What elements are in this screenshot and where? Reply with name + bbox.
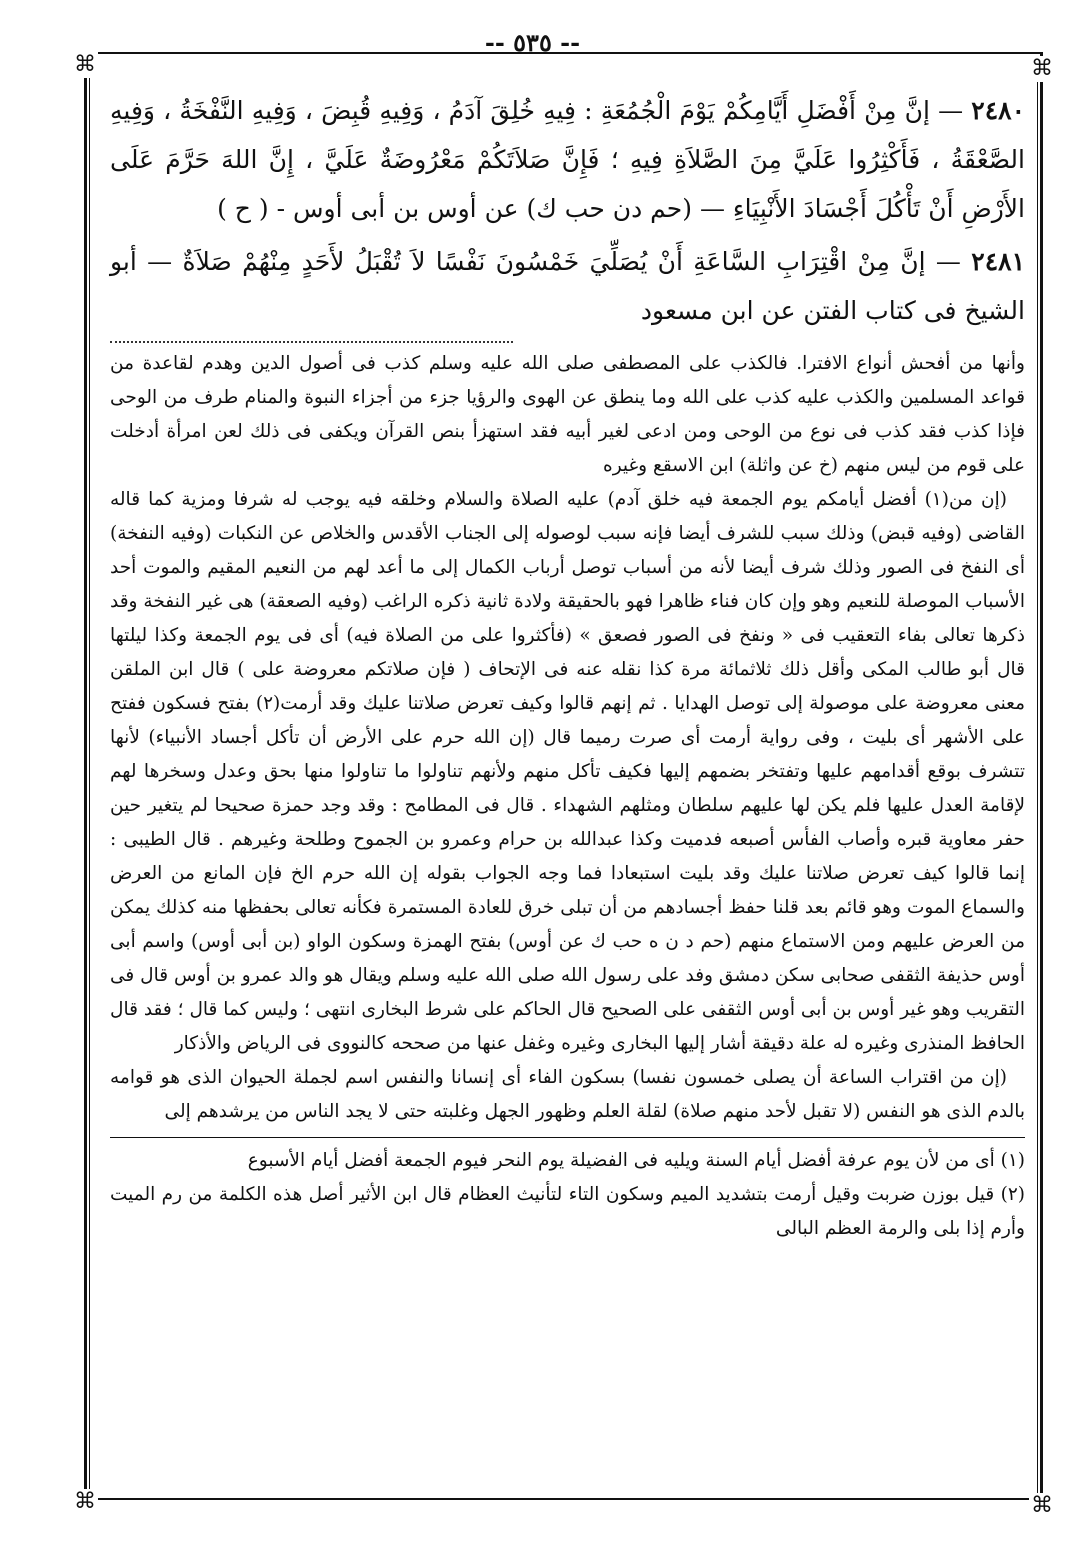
hadith-dash: — [136,247,173,276]
page-content [110,86,1025,1246]
hadith-dash: — [692,194,725,223]
page-number: -- ٥٣٥ -- [484,28,581,57]
footnotes [110,1144,1025,1246]
hadith-text: إنَّ مِنْ اقْتِرَابِ السَّاعَةِ أَنْ يُصَلِّيَ خَمْسُونَ نَفْسًا لاَ تُقْبَلُ لأَحَدٍ مِنْهُمْ صَلاَةٌ [182,247,926,276]
hadith-text: إنَّ مِنْ أَفْضَلِ أَيَّامِكُمْ يَوْمَ الْجُمُعَةِ : فِيهِ خُلِقَ آدَمُ ، وَفِيهِ قُبِضَ ، وَفِيهِ النَّفْخَةُ ، وَفِيهِ الصَّعْقَةُ ، فَأَكْثِرُوا عَلَيَّ مِنَ الصَّلاَةِ فِيهِ ؛ فَإِنَّ صَلاَتَكُمْ مَعْرُوضَةٌ عَلَيَّ ، إِنَّ اللهَ حَرَّمَ عَلَى الأَرْضِ أَنْ تَأْكُلَ أَجْسَادَ الأَنْبِيَاءِ [110,96,1025,223]
hadith-source: (حم دن حب ك) عن أوس بن أبى أوس - ( ح ) [217,194,693,223]
hadith-entry [110,86,1025,233]
commentary-paragraph: (إن من اقتراب الساعة أن يصلى خمسون نفسا) بسكون الفاء أى إنسانا والنفس اسم لجملة الحيوان الذى هو قوامه بالدم الذى هو النفس (لا تقبل لأحد منهم صلاة) لقلة العلم وظهور الجهل وغلبته حتى لا يجد الناس من يرشدهم إلى [110,1067,1025,1122]
hadith-number: ٢٤٨٠ [971,96,1026,125]
corner-ornament-icon: ⌘ [74,1489,96,1514]
commentary-paragraph: وأنها من أفحش أنواع الافترا. فالكذب على المصطفى صلى الله عليه وسلم كذب فى أصول الدين وهدم لقاعدة من قواعد المسلمين والكذب عليه كذب على الله وما ينطق عن الهوى والرؤيا جزء من أجزاء النبوة والمنام طرف من الوحى فإذا كذب فقد كذب فى نوع من الوحى ومن ادعى لغير أبيه فقد استهزأ بنص القرآن ويكفى فى ذلك لعن امرأة أدخلت على قوم من ليس منهم (خ عن واثلة) ابن الاسقع وغيره [110,353,1025,476]
corner-ornament-icon: ⌘ [1031,1493,1053,1518]
footnote: (١) أى من لأن يوم عرفة أفضل أيام السنة ويليه فى الفضيلة يوم النحر فيوم الجمعة أفضل أيام الأسبوع [247,1150,1025,1171]
commentary [110,347,1025,1129]
hadith-dash: — [925,247,961,276]
hadith-entry [110,237,1025,335]
corner-ornament-icon: ⌘ [74,52,96,77]
hadith-number: ٢٤٨١ [971,247,1026,276]
section-divider [110,341,513,343]
footnote: (٢) قيل بوزن ضربت وقيل أرمت بتشديد الميم وسكون التاء لتأنيث العظام قال ابن الأثير أصل هذه الكلمة من رم الميت وأرم إذا بلى والرمة العظم البالى [110,1184,1025,1239]
hadith-source: أبو الشيخ فى كتاب الفتن عن ابن مسعود [110,247,1025,325]
hadith-dash: — [929,96,964,125]
corner-ornament-icon: ⌘ [1031,56,1053,81]
footnote-divider [110,1137,1025,1138]
commentary-paragraph: (إن من(١) أفضل أيامكم يوم الجمعة فيه خلق آدم) عليه الصلاة والسلام وخلقه فيه يوجب له شرفا ومزية كما قاله القاضى (وفيه قبض) وذلك سبب للشرف أيضا فإنه سبب لوصوله إلى الجناب الأقدس والخلاص عن النكبات (وفيه النفخة) أى النفخ فى الصور وذلك شرف أيضا لأنه من أسباب توصل أرباب الكمال إلى ما أعد لهم من النعيم المقيم والموت أحد الأسباب الموصلة للنعيم وهو وإن كان فناء ظاهرا فهو بالحقيقة ولادة ثانية ذكره الراغب (وفيه الصعقة) هى غير النفخة وقد ذكرها تعالى بفاء التعقيب فى « ونفخ فى الصور فصعق » (فأكثروا على من الصلاة فيه) أى فى يوم الجمعة وكذا ليلتها قال أبو طالب المكى وأقل ذلك ثلاثمائة مرة كذا نقله عنه فى الإتحاف ( فإن صلاتكم معروضة على ) قال ابن الملقن معنى معروضة على موصولة إلى توصل الهدايا . ثم إنهم قالوا وكيف تعرض صلاتنا عليك وقد أرمت(٢) بفتح فسكون ففتح على الأشهر أى بليت ، وفى رواية أرمت أى صرت رميما قال (إن الله حرم على الأرض أن تأكل أجساد الأنبياء) لأنها تتشرف بوقع أقدامهم عليها وتفتخر بضمهم إليها فكيف تأكل منهم ولأنهم تناولوا ما تناولوا منها بحق وعدل وسخرها لهم لإقامة العدل عليها فلم يكن لها عليهم سلطان ومثلهم الشهداء . قال فى المطامح : وقد وجد حمزة صحيحا لم يتغير حين حفر معاوية قبره وأصاب الفأس أصبعه فدميت وكذا عبدالله بن حرام وعمرو بن الجموح وطلحة وغيرهم . قال الطيبى : إنما قالوا كيف تعرض صلاتنا عليك وقد بليت استبعادا فما وجه الجواب بقوله إن الله حرم الخ فإن المانع من العرض والسماع الموت وهو قائم بعد قلنا حفظ أجسادهم من أن تبلى خرق للعادة المستمرة فكأنه تعالى بحفظها منه كذلك يمكن من العرض عليهم ومن الاستماع منهم (حم د ن ه حب ك عن أوس) بفتح الهمزة وسكون الواو (بن أبى أوس) واسم أبى أوس حذيفة الثقفى صحابى سكن دمشق وفد على رسول الله صلى الله عليه وسلم ويقال هو والد عمرو بن أوس قال فى التقريب وهو غير أوس بن أبى أوس الثقفى على الصحيح قال الحاكم على شرط البخارى انتهى ؛ وليس كما قال ؛ فقد قال الحافظ المنذرى وغيره له علة دقيقة أشار إليها البخارى وغيره وغفل عنها من صححه كالنووى فى الرياض والأذكار [110,489,1025,1054]
